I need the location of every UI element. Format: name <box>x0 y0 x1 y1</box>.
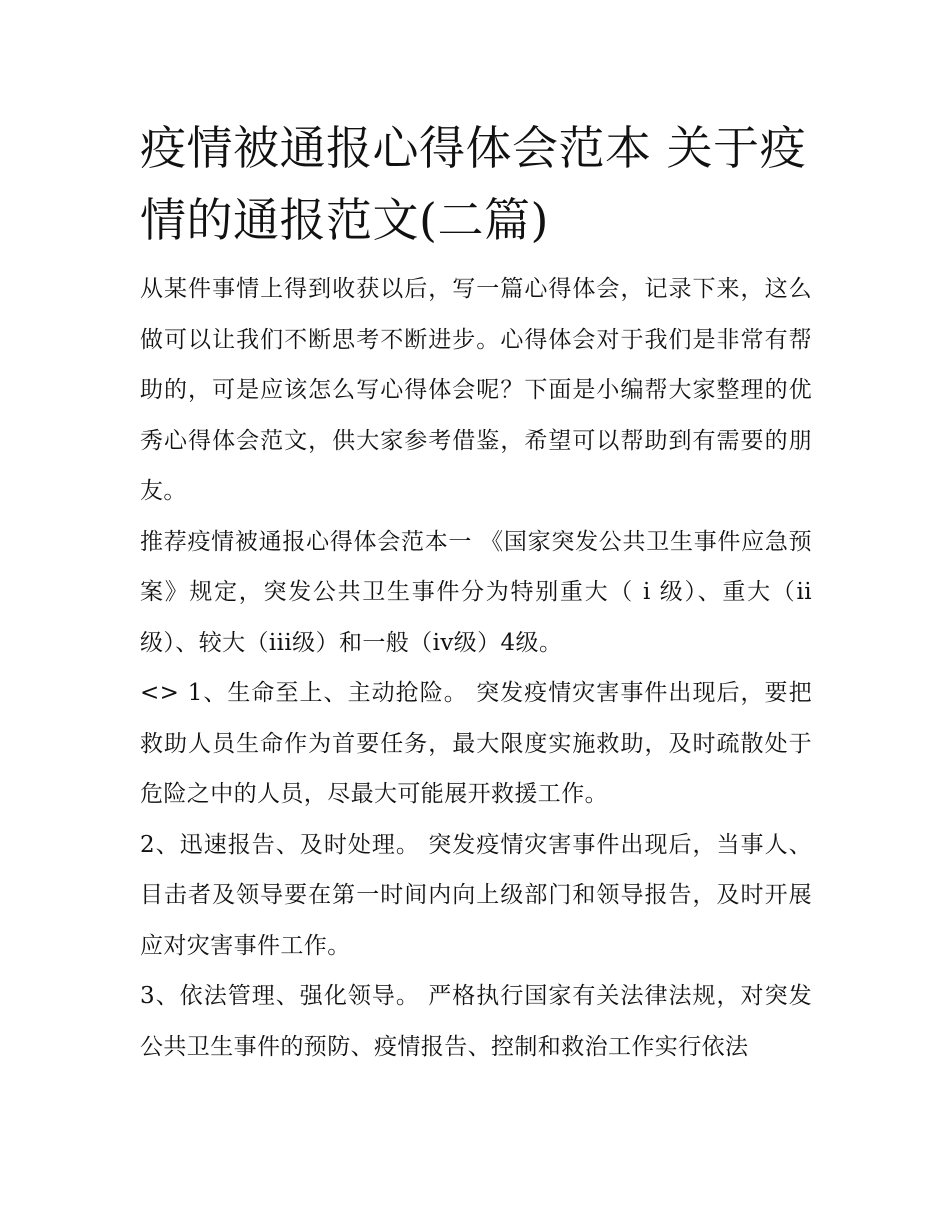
recommended-sample-paragraph: 推荐疫情被通报心得体会范本一 《国家突发公共卫生事件应急预案》规定，突发公共卫生事件分为特别重大（ i 级）、重大（ii级）、较大（iii级）和一般（iv级）4级。 <box>140 528 812 656</box>
principle-3-paragraph: 3、依法管理、强化领导。 严格执行国家有关法律法规，对突发公共卫生事件的预防、疫情报告、控制和救治工作实行依法 <box>140 983 812 1060</box>
document-body <box>140 112 812 1072</box>
intro-paragraph: 从某件事情上得到收获以后，写一篇心得体会，记录下来，这么做可以让我们不断思考不断进步。心得体会对于我们是非常有帮助的，可是应该怎么写心得体会呢？下面是小编帮大家整理的优秀心得体会范文，供大家参考借鉴，希望可以帮助到有需要的朋友。 <box>140 276 812 504</box>
principle-2-paragraph: 2、迅速报告、及时处理。 突发疫情灾害事件出现后，当事人、目击者及领导要在第一时间内向上级部门和领导报告，及时开展应对灾害事件工作。 <box>140 831 812 959</box>
principle-1-paragraph: <> 1、生命至上、主动抢险。 突发疫情灾害事件出现后，要把救助人员生命作为首要任务，最大限度实施救助，及时疏散处于危险之中的人员，尽最大可能展开救援工作。 <box>140 680 812 807</box>
document-title: 疫情被通报心得体会范本 关于疫情的通报范文(二篇) <box>140 121 807 247</box>
